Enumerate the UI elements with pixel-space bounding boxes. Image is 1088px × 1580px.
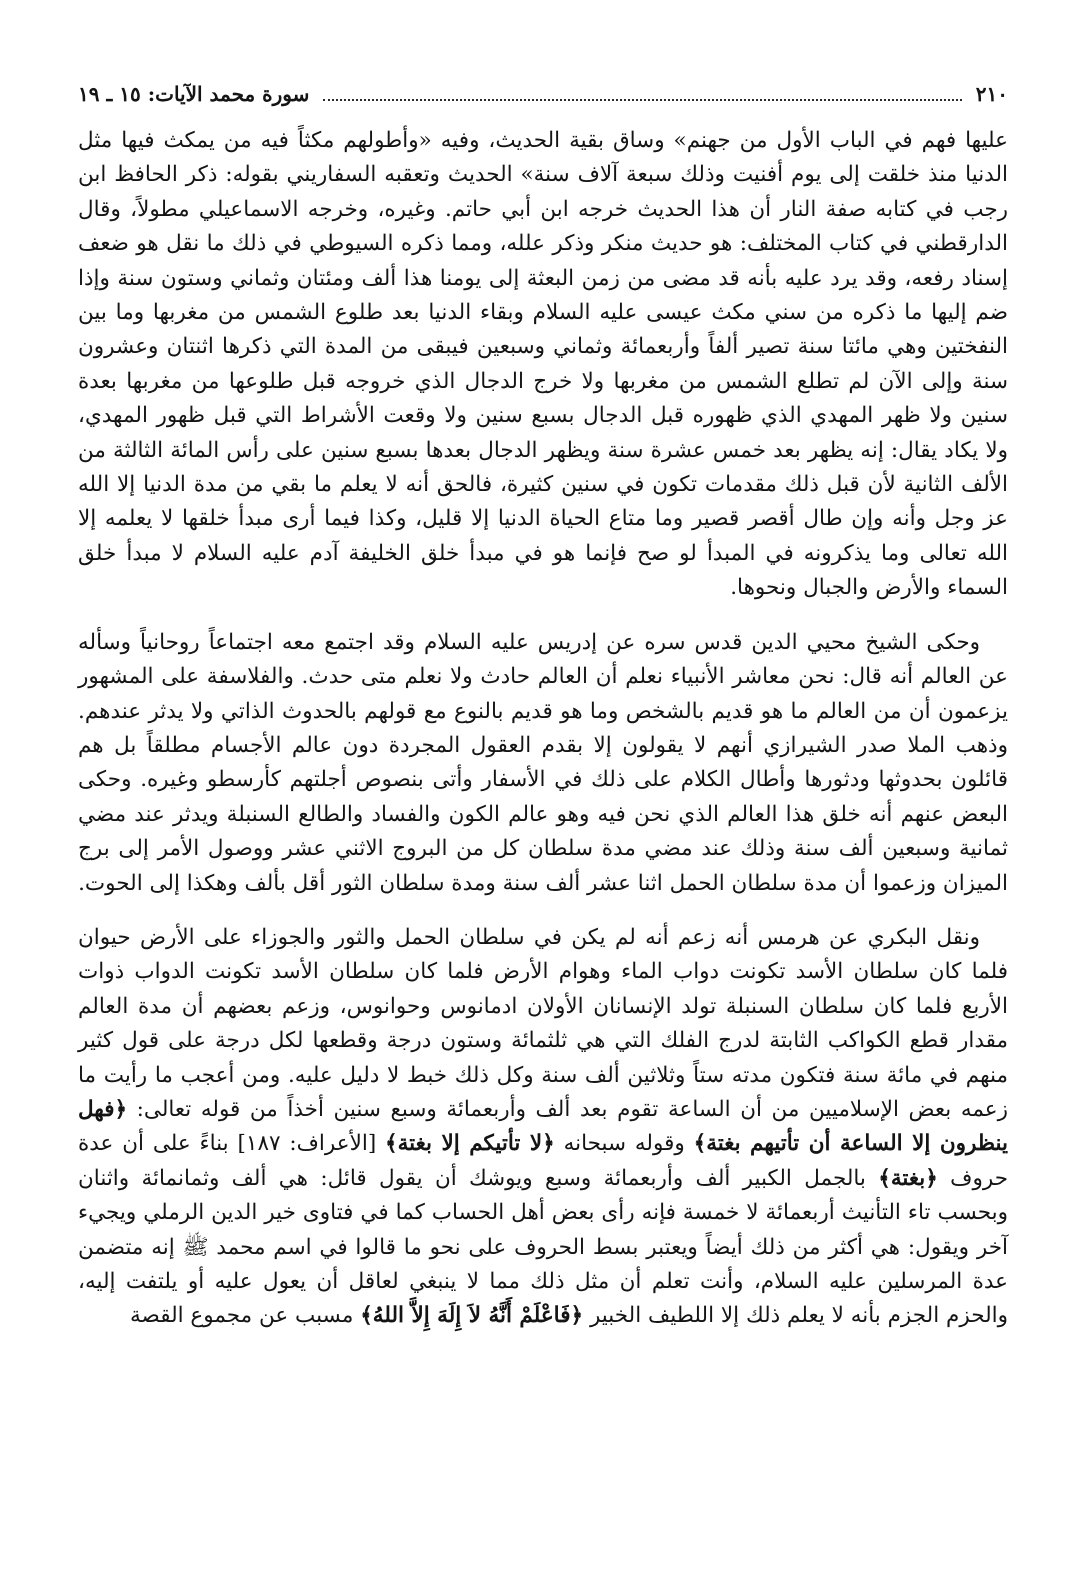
book-page	[78, 82, 1008, 1334]
quran-quote-3: ﴿بغتة﴾	[878, 1165, 938, 1191]
paragraph-2	[78, 626, 1008, 901]
paragraph-3-text-d: بالجمل الكبير ألف وأربعمائة وسبع ويوشك أن يقول قائل: هي ألف وثمانمائة واثنان وبحسب تاء التأنيث أربعمائة لا خمسة فإنه رأى بعض أهل الحساب كما في فتاوى خير الدين الرملي ويجيء آخر ويقول: هي أكثر من ذلك أيضاً ويعتبر بسط الحروف على نحو ما قالوا في اسم محمد ﷺ إنه متضمن عدة المرسلين عليه السلام، وأنت تعلم أن مثل ذلك مما لا ينبغي لعاقل أن يعول عليه أو يلتفت إليه، والحزم الجزم بأنه لا يعلم ذلك إلا اللطيف الخبير	[78, 1165, 1008, 1329]
paragraph-3-text-b: وقوله سبحانه	[554, 1131, 694, 1157]
paragraph-3-text-e: مسبب عن مجموع القصة	[130, 1303, 361, 1329]
quran-quote-1: ﴿فهل ينظرون إلا الساعة أن تأتيهم بغتة﴾	[78, 1096, 1008, 1157]
paragraph-3	[78, 921, 1008, 1334]
paragraph-1-text: عليها فهم في الباب الأول من جهنم» وساق بقية الحديث، وفيه «وأطولهم مكثاً فيه من يمكث فيها مثل الدنيا منذ خلقت إلى يوم أفنيت وذلك سبعة آلاف سنة» الحديث وتعقبه السفاريني بقوله: ذكر الحافظ ابن رجب في كتابه صفة النار أن هذا الحديث خرجه ابن أبي حاتم. وغيره، وخرجه الاسماعيلي مطولاً، وقال الدارقطني في كتاب المختلف: هو حديث منكر وذكر علله، ومما ذكره السيوطي في ذلك ما نقل هو ضعف إسناد رفعه، وقد يرد عليه بأنه قد مضى من زمن البعثة إلى يومنا هذا ألف ومئتان وثماني وستون سنة وإذا ضم إليها ما ذكره من سني مكث عيسى عليه السلام وبقاء الدنيا بعد طلوع الشمس من مغربها وما بين النفختين وهي مائتا سنة تصير ألفاً وأربعمائة وثماني وسبعين فيبقى من المدة التي ذكرها اثنتان وعشرون سنة وإلى الآن لم تطلع الشمس من مغربها ولا خرج الدجال الذي خروجه قبل طلوعها من مغربها بعدة سنين ولا ظهر المهدي الذي ظهوره قبل الدجال بسبع سنين ولا وقعت الأشراط التي قبل ظهور المهدي، ولا يكاد يقال: إنه يظهر بعد خمس عشرة سنة ويظهر الدجال بعدها بسبع سنين على رأس المائة الثالثة من الألف الثانية لأن قبل ذلك مقدمات تكون في سنين كثيرة، فالحق أنه لا يعلم ما بقي من مدة الدنيا إلا الله عز وجل وأنه وإن طال أقصر قصير وما متاع الحياة الدنيا إلا قليل، وكذا فيما أرى مبدأ خلقها لا يعلمه إلا الله تعالى وما يذكرونه في المبدأ لو صح فإنما هو في مبدأ خلق الخليفة آدم عليه السلام لا مبدأ خلق السماء والأرض والجبال ونحوها.	[78, 128, 1008, 601]
running-header	[78, 82, 1008, 116]
paragraph-3-text-a: ونقل البكري عن هرمس أنه زعم أنه لم يكن في سلطان الحمل والثور والجوزاء على الأرض حيوان فلما كان سلطان الأسد تكونت دواب الماء وهوام الأرض فلما كان سلطان الأسد تكونت الدواب ذوات الأربع فلما كان سلطان السنبلة تولد الإنسانان الأولان ادمانوس وحوانوس، وزعم بعضهم أن مدة العالم مقدار قطع الكواكب الثابتة لدرج الفلك التي هي ثلثمائة وستون درجة وقطعها لكل درجة على قول كثير منهم في مائة سنة فتكون مدته ستاً وثلاثين ألف سنة وكل ذلك خبط لا دليل عليه. ومن أعجب ما رأيت ما زعمه بعض الإسلاميين من أن الساعة تقوم بعد ألف وأربعمائة وسبع سنين أخذاً من قوله تعالى:	[78, 924, 1008, 1122]
paragraph-2-text: وحكى الشيخ محيي الدين قدس سره عن إدريس عليه السلام وقد اجتمع معه اجتماعاً روحانياً وسأله عن العالم أنه قال: نحن معاشر الأنبياء نعلم أن العالم حادث ولا نعلم متى حدث. والفلاسفة على المشهور يزعمون أن من العالم ما هو قديم بالشخص وما هو قديم بالنوع مع قولهم بالحدوث الذاتي ولا يدثر عندهم. وذهب الملا صدر الشيرازي أنهم لا يقولون إلا بقدم العقول المجردة دون عالم الأجسام مطلقاً بل هم قائلون بحدوثها ودثورها وأطال الكلام على ذلك في الأسفار وأتى بنصوص أجلتهم كأرسطو وغيره. وحكى البعض عنهم أنه خلق هذا العالم الذي نحن فيه وهو عالم الكون والفساد والطالع السنبلة ويدثر عند مضي ثمانية وسبعين ألف سنة وذلك عند مضي مدة سلطان كل من البروج الاثني عشر ووصول الأمر إلى برج الميزان وزعموا أن مدة سلطان الحمل اثنا عشر ألف سنة ومدة سلطان الثور أقل بألف وهكذا إلى الحوت.	[78, 629, 1008, 896]
quran-quote-2: ﴿لا تأتيكم إلا بغتة﴾	[385, 1131, 555, 1157]
header-title: سورة محمد الآيات: ١٥ ـ ١٩	[78, 82, 310, 106]
quran-quote-4: ﴿فَاعْلَمْ أَنَّهُ لاَ إِلَهَ إِلاَّ اللهُ﴾	[360, 1303, 584, 1329]
page-number: ٢١٠	[975, 82, 1008, 106]
header-dot-leader	[323, 85, 961, 101]
paragraph-1	[78, 124, 1008, 606]
paragraph-3-text-c: [الأعراف: ١٨٧] بناءً على أن عدة حروف	[78, 1131, 1008, 1191]
header-spacer	[78, 116, 1008, 124]
